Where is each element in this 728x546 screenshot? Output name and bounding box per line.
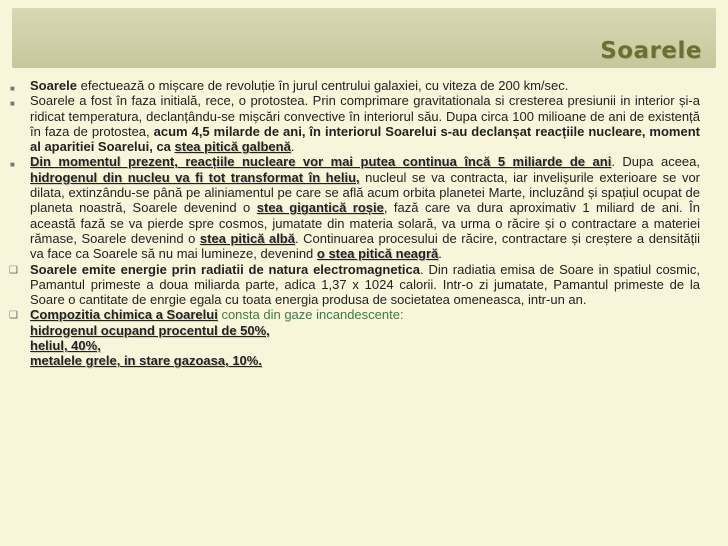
p5-text: consta din gaze incandescente: [217,307,404,323]
p2-end: . [290,139,295,155]
bullet-square-icon [8,94,22,108]
composition-item: metalele grele, in stare gazoasa, 10%. [30,353,262,369]
bullet-box-icon [8,308,22,322]
p3-t4: . Continuarea procesului de răcire, contractare și creștere a densității va face ca Soarele să nu mai lumineze, devenind [30,230,700,262]
bullet-square-icon [8,79,22,93]
p1-lead: Soarele [30,78,77,93]
p3-t3: , fază care va dura aproximativ 1 miliard de ani. În această fază se va pierde spre cosmos, jumatate din materia solară, va urma o răcire și o contractare a materiei rămase, Soarele devenind o [30,200,700,246]
paragraph-3 [30,154,700,261]
slide-content [30,78,700,369]
p3-ul1: hidrogenul din nucleu va fi tot transformat în heliu, [30,169,360,185]
p2-text: Soarele a fost în faza initială, rece, o protostea. Prin comprimare gravitationala si cresterea presiunii in interior și-a ridicat temperatura, declanțându-se mișcări convective în interiorul său. Dupa circa 100 milioane de ani de existență în faza de protostea, [30,93,700,139]
slide-title: Soarele [600,38,702,64]
paragraph-4 [30,262,700,308]
p5-underline: Compozitia chimica a Soarelui [30,307,218,323]
bullet-box-icon [8,263,22,277]
bullet-square-icon [8,155,22,169]
p3-bold-start: Din momentul prezent, reacțiile nucleare vor mai putea continua încă 5 miliarde de ani [30,154,612,170]
p3-t5: . [438,246,442,262]
p1-text: efectuează o mișcare de revoluție în jurul centrului galaxiei, cu viteza de 200 km/sec. [76,78,569,93]
composition-item: hidrogenul ocupand procentul de 50%, [30,322,270,338]
p3-ul2: stea gigantică roșie [256,200,384,216]
composition-item: heliul, 40%, [30,338,101,354]
paragraph-5 [30,307,700,368]
paragraph-1 [30,78,700,93]
p3-ul3: stea pitică albă [199,230,295,246]
p4-bold: Soarele emite energie prin radiatii de natura electromagnetica [30,261,421,277]
p3-t1: . Dupa aceea, [611,154,700,170]
p2-underline: stea pitică galbenă [174,139,291,155]
paragraph-2 [30,93,700,154]
title-bar [12,8,716,68]
p3-ul4: o stea pitică neagră [316,246,439,262]
p4-text: . Din radiatia emisa de Soare in spatiul cosmic, Pamantul primeste a doua miliarda parte, adica 1,37 x 1024 calorii. Intr-o zi jumatate, Pamantul primeste de la Soare o cantitate de enrgie egala cu toata energia produsa de societatea omeneasca, intr-un an. [30,261,701,308]
p2-bold: acum 4,5 milarde de ani, în interiorul Soarelui s-au declanșat reacțiile nucleare, moment al aparitiei Soarelui, ca [30,123,700,155]
p3-t2: nucleul se va contracta, iar invelișurile exterioare se vor dilata, extinzându-se până pe aliniamentul pe care se află acum orbita planetei Marte, incluzând și spațiul ocupat de planeta noastră, Soarele devenind o [30,169,701,216]
